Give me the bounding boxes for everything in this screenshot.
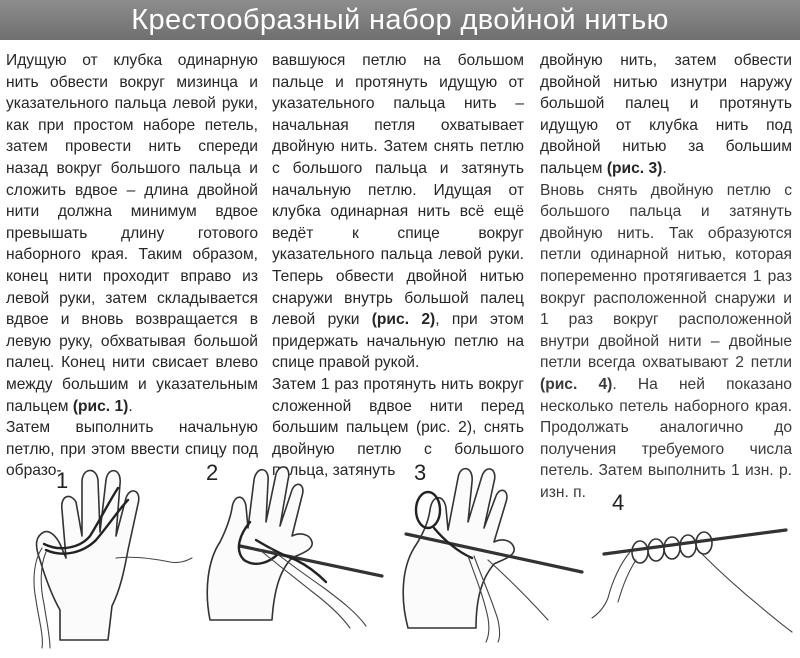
paragraph: [540, 50, 792, 180]
figure-1-label: 1: [56, 468, 69, 493]
needle-stitches-illustration-icon: [590, 490, 795, 640]
paragraph-text: , при этом придержать начальную петлю на спице правой рукой.: [272, 311, 524, 372]
figure-reference: (рис. 2): [371, 311, 436, 329]
title-bar: [0, 0, 800, 40]
paragraph: Затем 1 раз протянуть нить вокруг сложенной вдвое нити перед большим пальцем (рис. 2), снять двойную петлю с большого пальца, затянуть: [272, 375, 524, 480]
figure-reference: (рис. 3): [606, 159, 663, 177]
figure-2-label: 2: [206, 460, 219, 485]
paragraph: [272, 50, 524, 374]
text-column-2: [272, 50, 524, 482]
hand-needle-loop-illustration-icon: [388, 448, 588, 643]
hand-yarn-illustration-icon: [20, 440, 195, 650]
figure-reference: (рис. 4): [540, 375, 613, 393]
paragraph-text: Вновь снять двойную петлю с большого пальца и затянуть двойную нить. Так образуются петли одинарной нитью, которая попеременно протягивается 1 раз вокруг расположенной снаружи и 1 раз вокруг расположенной внутри двойной нити – двойные петли всегда охватывают 2 петли: [540, 181, 792, 372]
paragraph: [6, 50, 258, 417]
figure-4-label: 4: [612, 490, 625, 515]
text-column-1: [6, 50, 258, 482]
hand-needle-illustration-icon: [200, 450, 390, 630]
figure-reference: (рис. 1): [72, 397, 129, 415]
paragraph-text: двойную нить, затем обвести двойной нитью изнутри наружу большой палец и протянуть идущую от клубка нить под двойной нитью за большим пальцем: [540, 52, 792, 177]
illustrations-row: [0, 430, 800, 658]
paragraph: Затем выполнить начальную петлю, при этом ввести спицу под образо-: [6, 419, 258, 480]
paragraph-text: .: [128, 397, 133, 415]
paragraph-text: Идущую от клубка одинарную нить обвести вокруг мизинца и указательного пальца левой руки, как при простом наборе петель, затем провести нить спереди назад вокруг большого пальца и сложить вдвое – длина двойной нити должна минимум вдвое превышать длину готового наборного края. Таким образом, конец нити проходит вправо из левой руки, затем складывается вдвое и вновь возвращается в левую руку, обхватывая большой палец. Конец нити свисает влево между большим и указательным пальцем: [6, 52, 258, 415]
figure-3-label: 3: [414, 460, 427, 485]
paragraph-text: вавшуюся петлю на большом пальце и протянуть идущую от указательного пальца нить – начальная петля охватывает двойную нить. Затем снять петлю с большого пальца и затянуть начальную петлю. Идущая от клубка одинарная нить всё ещё ведёт к спице вокруг указательного пальца левой руки. Теперь обвести двойной нитью снаружи внутрь большой палец левой руки: [272, 52, 524, 329]
paragraph-text: .: [662, 159, 667, 177]
page-title: Крестообразный набор двойной нитью: [131, 4, 669, 36]
paragraph-text: . На ней показано несколько петель наборного края. Продолжать аналогично до получения требуемого числа петель. Затем выполнить 1 изн. р. изн. п.: [540, 375, 792, 501]
